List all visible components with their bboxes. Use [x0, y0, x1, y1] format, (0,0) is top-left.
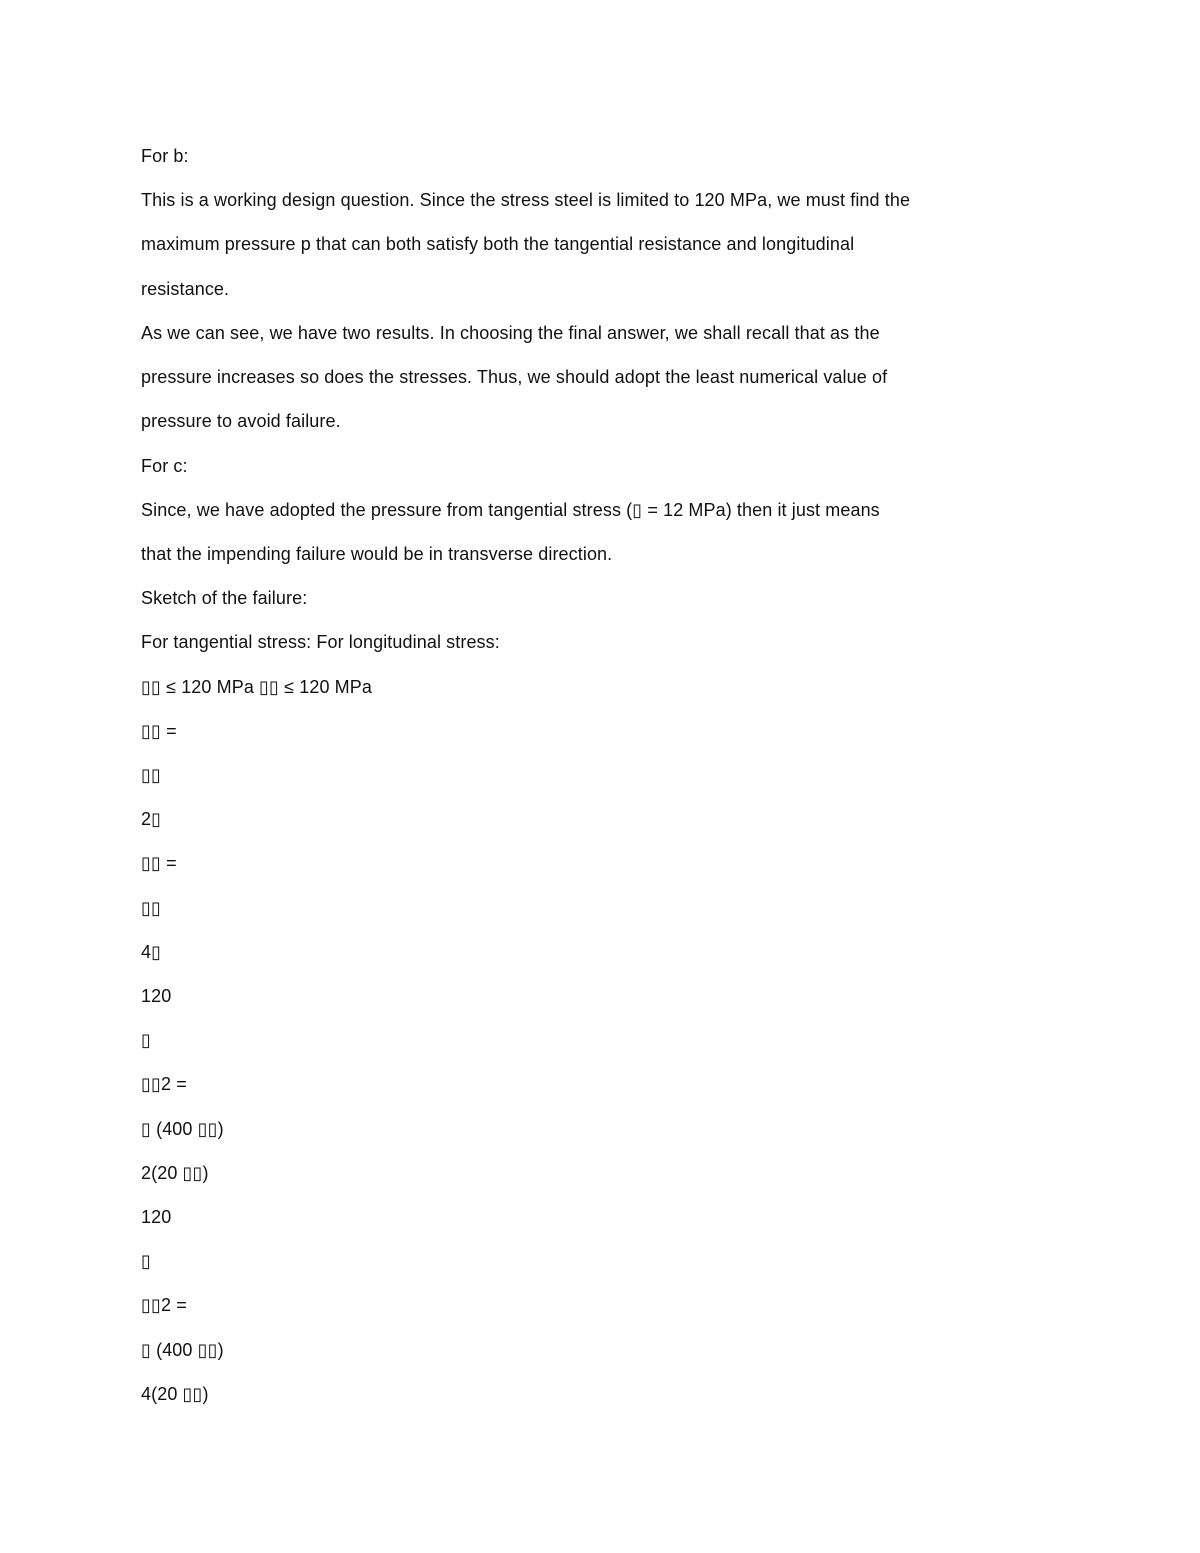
paragraph-line: As we can see, we have two results. In choosing the final answer, we shall recall that as the [141, 323, 880, 343]
equation-line: 4(20 ▯▯) [141, 1384, 209, 1404]
equation-line: ▯▯ = [141, 721, 177, 741]
heading-for-c: For c: [141, 456, 188, 476]
paragraph-line: maximum pressure p that can both satisfy both the tangential resistance and longitudinal [141, 234, 855, 254]
equation-line: ▯▯2 = [141, 1074, 187, 1094]
paragraph-line: pressure increases so does the stresses. Thus, we should adopt the least numerical value of [141, 367, 888, 387]
equation-line: ▯▯ = [141, 853, 177, 873]
equation-line: 4▯ [141, 942, 162, 962]
equation-line: ▯▯2 = [141, 1295, 187, 1315]
sketch-label: Sketch of the failure: [141, 588, 308, 608]
paragraph-line: Since, we have adopted the pressure from tangential stress (▯ = 12 MPa) then it just means [141, 500, 880, 520]
equation-line: ▯ [141, 1251, 152, 1271]
heading-for-b: For b: [141, 146, 189, 166]
equation-line: 2(20 ▯▯) [141, 1163, 209, 1183]
equation-line: ▯▯ [141, 765, 162, 785]
paragraph-line: that the impending failure would be in transverse direction. [141, 544, 613, 564]
paragraph-line: This is a working design question. Since the stress steel is limited to 120 MPa, we must find the [141, 190, 911, 210]
paragraph-line: pressure to avoid failure. [141, 411, 341, 431]
equation-line: ▯ (400 ▯▯) [141, 1119, 224, 1139]
equation-line: 120 [141, 986, 172, 1006]
stress-headings: For tangential stress: For longitudinal stress: [141, 632, 500, 652]
equation-line: ▯▯ [141, 898, 162, 918]
equation-line: ▯ [141, 1030, 152, 1050]
equation-line: ▯▯ ≤ 120 MPa ▯▯ ≤ 120 MPa [141, 677, 372, 697]
equation-line: ▯ (400 ▯▯) [141, 1340, 224, 1360]
equation-line: 2▯ [141, 809, 162, 829]
paragraph-line: resistance. [141, 279, 230, 299]
equation-line: 120 [141, 1207, 172, 1227]
